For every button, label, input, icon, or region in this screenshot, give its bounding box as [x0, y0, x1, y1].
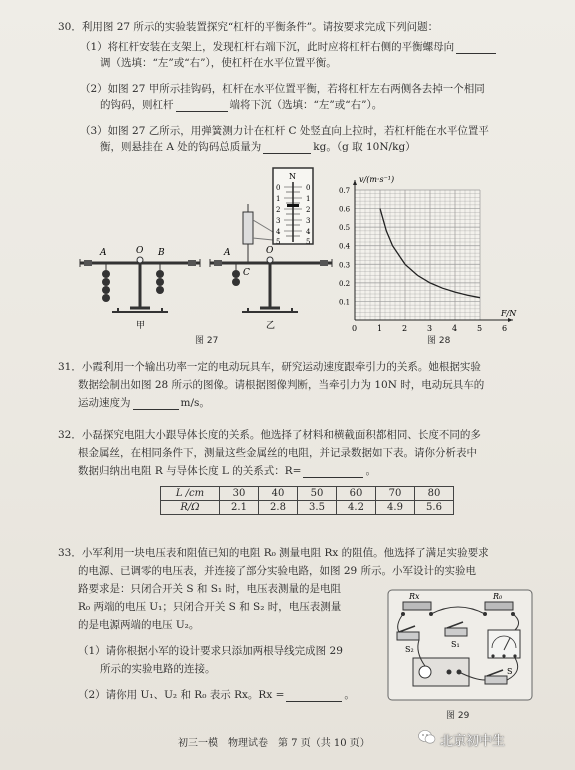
figure-29-circuit [385, 580, 535, 705]
q32-blank[interactable] [303, 466, 363, 478]
x-tick-label: 3 [427, 324, 433, 333]
q30-part1-line1: （1）将杠杆安装在支架上，发现杠杆右端下沉，此时应将杠杆右侧的平衡螺母向 [80, 40, 496, 54]
table-row: L /cm 30 40 50 60 70 80 [161, 487, 454, 501]
spring-meter-magnified [253, 168, 313, 246]
label-s2: S₂ [405, 645, 414, 654]
voltmeter [488, 630, 520, 658]
q30-blank2[interactable] [176, 100, 228, 112]
weights-b [156, 270, 164, 294]
y-axis-label: v/(m·s⁻¹) [359, 175, 395, 184]
power-supply [413, 658, 469, 686]
q33-blank[interactable] [286, 690, 342, 702]
plot-area [355, 190, 480, 320]
label-jia: 甲 [136, 321, 146, 331]
q31-line3: 运动速度为 m/s。 [78, 397, 210, 409]
svg-text:5: 5 [276, 238, 281, 246]
q33-line2: 的电源、已调零的电压表，并连接了部分实验电路，如图 29 所示。小军设计的实验电 [78, 565, 477, 577]
q33-sub1-line2: 所示的实验电路的连接。 [100, 663, 216, 675]
svg-text:4: 4 [306, 228, 311, 236]
page-footer: 初三一模 物理试卷 第 7 页（共 10 页） [178, 738, 370, 749]
svg-text:2: 2 [306, 206, 311, 214]
q31-blank[interactable] [133, 398, 179, 410]
q32-line3: 数据归纳出电阻 R 与导体长度 L 的关系式：R= 。 [78, 465, 376, 477]
label-a: A [100, 248, 107, 258]
svg-text:3: 3 [306, 217, 311, 225]
x-tick-label: 0 [352, 324, 358, 333]
resistance-table [160, 486, 454, 515]
q30-part2-line2: 的钩码，则杠杆 端将下沉（选填：“左”或“右”）。 [100, 99, 383, 111]
y-tick-label: 0.6 [339, 205, 351, 214]
x-tick-label: 4 [452, 324, 458, 333]
svg-text:3: 3 [276, 217, 281, 225]
q33-line1: 33．小军利用一块电压表和阻值已知的电阻 R₀ 测量电阻 Rx 的阻值。他选择了满足实验要求 [58, 547, 489, 559]
wechat-icon [418, 729, 436, 745]
q33-line3: 路要求是：只闭合开关 S 和 S₁ 时，电压表测量的是电阻 [78, 583, 341, 595]
x-tick-label: 5 [477, 324, 483, 333]
label-a2: A [224, 248, 231, 258]
label-s: S [507, 667, 513, 676]
meter-n: N [289, 172, 296, 181]
y-tick-label: 0.1 [339, 298, 351, 307]
y-tick-label: 0.7 [339, 187, 351, 195]
q30-part1-line2: 调（选填：“左”或“右”），使杠杆在水平位置平衡。 [100, 57, 337, 69]
y-tick-label: 0.4 [339, 242, 351, 251]
x-axis-arrow [508, 318, 513, 322]
q32-line1: 32．小磊探究电阻大小跟导体长度的关系。他选择了材料和横截面积都相同、长度不同的多 [58, 429, 481, 441]
label-r0: R₀ [493, 592, 503, 601]
q30-part3-line1: （3）如图 27 乙所示，用弹簧测力计在杠杆 C 处竖直向上拉时，若杠杆能在水平位置平 [80, 125, 489, 137]
y-tick-label: 0.3 [339, 261, 351, 270]
svg-text:4: 4 [276, 228, 281, 236]
q33-sub1-line1: （1）请你根据小军的设计要求只添加两根导线完成图 29 [78, 645, 343, 657]
x-axis-label: F/N [501, 309, 517, 318]
y-axis-arrow [353, 180, 357, 185]
table-row: R/Ω 2.1 2.8 3.5 4.2 4.9 5.6 [161, 501, 454, 515]
x-tick-label: 2 [402, 324, 408, 333]
q33-sub2: （2）请你用 U₁、U₂ 和 R₀ 表示 Rx。Rx = 。 [78, 689, 355, 701]
label-rx: Rx [409, 592, 420, 601]
y-tick-label: 0.2 [339, 279, 351, 288]
x-tick-label: 6 [502, 324, 508, 333]
q33-line5: 的是电源两端的电压 U₂。 [78, 619, 200, 631]
figure-27 [70, 160, 340, 350]
watermark-text: 北京初中生 [440, 734, 506, 749]
label-yi: 乙 [266, 321, 276, 331]
label-c: C [243, 268, 250, 278]
label-o2: O [266, 246, 274, 256]
q30-stem: 30．利用图 27 所示的实验装置探究“杠杆的平衡条件”。请按要求完成下列问题： [58, 21, 439, 33]
q30-part2-line1: （2）如图 27 甲所示挂钩码，杠杆在水平位置平衡，若将杠杆左右两侧各去掉一个相同 [80, 83, 485, 95]
x-tick-label: 1 [377, 324, 383, 333]
svg-text:2: 2 [276, 206, 281, 214]
q30-blank1[interactable] [456, 42, 496, 54]
svg-text:0: 0 [306, 184, 311, 192]
fig28-caption: 图 28 [427, 336, 451, 346]
label-o: O [136, 246, 144, 256]
fig29-caption: 图 29 [446, 711, 470, 721]
q30-part3-line2: 衡，则悬挂在 A 处的钩码总质量为 kg。（g 取 10N/kg） [100, 141, 416, 153]
q31-line2: 数据绘制出如图 28 所示的图像。请根据图像判断，当牵引力为 10N 时，电动玩具车的 [78, 379, 485, 391]
fig27-caption: 图 27 [195, 336, 219, 346]
q33-line4: R₀ 两端的电压 U₁；只闭合开关 S 和 S₂ 时，电压表测量 [78, 601, 342, 613]
q31-line1: 31．小霞利用一个输出功率一定的电动玩具车，研究运动速度跟牵引力的关系。她根据实验 [58, 361, 481, 373]
svg-text:1: 1 [276, 195, 281, 203]
svg-text:5: 5 [306, 238, 311, 246]
weights-a [102, 270, 110, 302]
label-b: B [158, 248, 165, 258]
lever-jia [80, 257, 200, 312]
label-s1: S₁ [451, 640, 460, 649]
figure-28-chart [335, 170, 535, 340]
svg-text:0: 0 [276, 184, 281, 192]
y-tick-label: 0.5 [339, 224, 351, 233]
svg-text:1: 1 [306, 195, 311, 203]
q30-blank3[interactable] [263, 142, 311, 154]
q32-line2: 根金属丝，在相同条件下，测量这些金属丝的电阻，并记录数据如下表。请你分析表中 [78, 447, 477, 459]
